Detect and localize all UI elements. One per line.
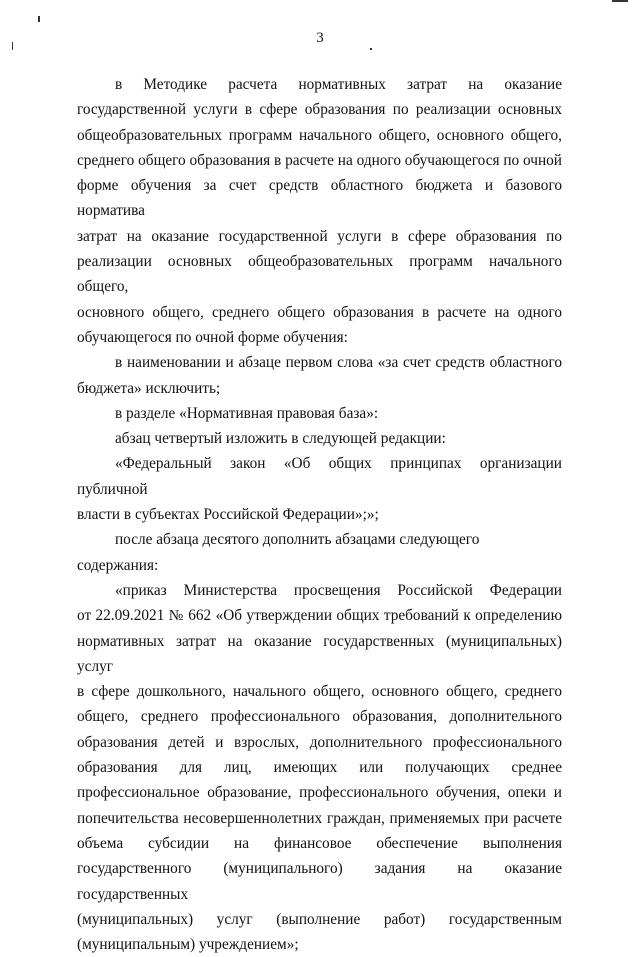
text-line: затрат на оказание государственной услуги в сфере образования по [77, 227, 562, 245]
text-line: форме обучения за счет средств областного бюджета и базового норматива [77, 177, 562, 220]
text-line: бюджета» исключить; [77, 379, 221, 397]
text-line: общеобразовательных программ начального общего, основного общего, [77, 126, 562, 144]
text-line: реализации основных общеобразовательных программ начального общего, [77, 253, 562, 296]
text-line: образования для лиц, имеющих или получающих среднее [77, 759, 562, 777]
text-line: профессиональное образование, профессионального обучения, опеки и [77, 784, 562, 802]
text-line: нормативных затрат на оказание государственных (муниципальных) услуг [77, 632, 562, 675]
text-line: государственной услуги в сфере образования по реализации основных [77, 101, 562, 119]
text-line: (муниципальных) услуг (выполнение работ) государственным [77, 910, 562, 928]
text-line: «приказ Министерства просвещения Российской Федерации [115, 581, 562, 599]
text-line: основного общего, среднего общего образования в расчете на одного [77, 303, 562, 321]
text-line: абзац четвертый изложить в следующей редакции: [115, 430, 446, 448]
document-body [77, 72, 562, 957]
text-line: попечительства несовершеннолетних граждан, применяемых при расчете [77, 809, 562, 827]
text-line: среднего общего образования в расчете на одного обучающегося по очной [77, 151, 562, 169]
text-line: объема субсидии на финансовое обеспечение выполнения [77, 834, 562, 852]
scan-mark [12, 42, 13, 50]
text-line: в сфере дошкольного, начального общего, основного общего, среднего [77, 683, 562, 701]
text-line: образования детей и взрослых, дополнительного профессионального [77, 733, 562, 751]
page-number: 3 [316, 30, 324, 46]
text-line: (муниципальным) учреждением»; [77, 936, 299, 954]
text-line: обучающегося по очной форме обучения: [77, 328, 348, 346]
text-line: в наименовании и абзаце первом слова «за счет средств областного [115, 354, 562, 372]
text-line: «Федеральный закон «Об общих принципах организации публичной [77, 455, 562, 498]
text-line: в Методике расчета нормативных затрат на оказание [115, 76, 562, 93]
text-line: общего, среднего профессионального образования, дополнительного [77, 708, 562, 726]
text-line: власти в субъектах Российской Федерации»;»; [77, 506, 379, 524]
scan-mark [612, 0, 628, 2]
scan-mark [38, 16, 40, 22]
text-line: после абзаца десятого дополнить абзацами следующего содержания: [77, 531, 480, 574]
text-line: в разделе «Нормативная правовая база»: [115, 404, 379, 422]
scan-mark [370, 48, 372, 50]
text-line: от 22.09.2021 № 662 «Об утверждении общих требований к определению [77, 607, 562, 625]
text-line: государственного (муниципального) задания на оказание государственных [77, 860, 562, 903]
